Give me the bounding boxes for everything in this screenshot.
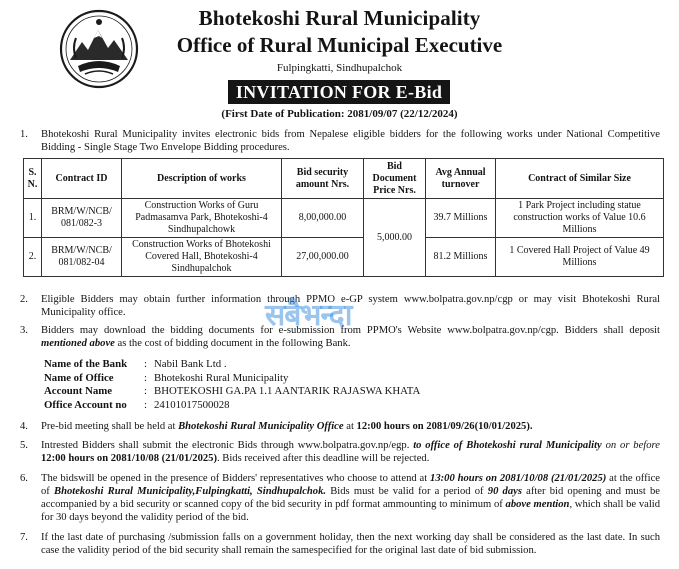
account-number-row: Office Account no : 24101017500028	[44, 398, 230, 411]
item-number: 3.	[20, 325, 28, 336]
office-name-value: Bhotekoshi Rural Municipality	[154, 371, 289, 384]
item-text: Bidders may download the bidding documents for e-submission from PPMO's Website www.bolpatra.gov.np/cgp. Bidders shall deposit mentioned above as the cost of bidding document in the following Bank.	[41, 325, 660, 349]
cell-sn: 2.	[24, 238, 42, 277]
account-name-row: Account Name : BHOTEKOSHI GA.PA 1.1 AANTARIK RAJASWA KHATA	[44, 385, 421, 398]
item-number: 5.	[20, 440, 28, 451]
notice-item-3	[20, 324, 660, 350]
office-address: Fulpingkatti, Sindhupalchok	[276, 62, 403, 74]
office-name-row: Name of Office : Bhotekoshi Rural Municipality	[44, 371, 289, 384]
municipality-title: Bhotekoshi Rural Municipality	[198, 6, 481, 30]
cell-similar-contract: 1 Park Project including statue construction works of Value 10.6 Millions	[496, 199, 664, 238]
table-row	[24, 238, 664, 277]
col-sn: S. N.	[24, 159, 42, 199]
item-number: 2.	[20, 294, 28, 305]
item-text: The bidswill be opened in the presence of Bidders' representatives who choose to attend at 13:00 hours on 2081/10/08 (21/01/2025) at the office of Bhotekoshi Rural Municipality,Fulpingkatti, Sindhupalchok. Bids must be valid for a period of 90 days after bid opening and must be accompanied by a bid security or scanned copy of the bid security in pdf format ammounting to minimum of above mention, which shall be valid for 30 days beyond the validity period of the bid.	[41, 473, 660, 523]
item-text: If the last date of purchasing /submission falls on a government holiday, then the next working day shall be considered as the last date. In such case the validity period of the bid security shall remain the samespecified for the original last date of bid submission.	[41, 532, 660, 556]
cell-contract-id: BRM/W/NCB/ 081/082-04	[42, 238, 122, 277]
item-number: 7.	[20, 532, 28, 543]
item-text: Bhotekoshi Rural Municipality invites electronic bids from Nepalese eligible bidders for the following works under National Competitive Bidding - Single Stage Two Envelope Bidding procedures.	[41, 129, 660, 153]
item-text: Intrested Bidders shall submit the electronic Bids through www.bolpatra.gov.np/egp. to office of Bhotekoshi rural Municipality on or before 12:00 hours on 2081/10/08 (21/01/2025). Bids received after this deadline will be rejected.	[41, 440, 660, 464]
col-doc-price: Bid Document Price Nrs.	[364, 159, 426, 199]
col-description: Description of works	[122, 159, 282, 199]
cell-doc-price: 5,000.00	[364, 199, 426, 277]
item-number: 6.	[20, 473, 28, 484]
notice-item-6	[20, 472, 660, 524]
notice-item-1	[20, 128, 660, 154]
item-text: Pre-bid meeting shall be held at Bhotekoshi Rural Municipality Office at 12:00 hours on 2081/09/26(10/01/2025).	[41, 421, 533, 432]
bank-details	[44, 358, 420, 412]
notice-header	[0, 0, 679, 106]
col-turnover: Avg Annual turnover	[426, 159, 496, 199]
item-number: 1.	[20, 129, 28, 140]
col-similar-contract: Contract of Similar Size	[496, 159, 664, 199]
notice-item-4	[20, 420, 660, 433]
cell-description: Construction Works of Bhotekoshi Covered Hall, Bhotekoshi-4 Sindhupalchok	[122, 238, 282, 277]
table-header-row	[24, 159, 664, 199]
bank-name-row: Name of the Bank : Nabil Bank Ltd .	[44, 358, 227, 370]
account-name-value: BHOTEKOSHI GA.PA 1.1 AANTARIK RAJASWA KHATA	[154, 385, 421, 398]
cell-bid-security: 27,00,000.00	[282, 238, 364, 277]
publication-date: (First Date of Publication: 2081/09/07 (22/12/2024)	[221, 108, 458, 120]
item-text: Eligible Bidders may obtain further information through PPMO e-GP system www.bolpatra.gov.np/cgp or may visit Bhotekoshi Rural Municipality office.	[41, 294, 660, 318]
office-title: Office of Rural Municipal Executive	[176, 33, 503, 57]
bank-name-value: Nabil Bank Ltd .	[154, 358, 227, 370]
cell-contract-id: BRM/W/NCB/ 081/082-3	[42, 199, 122, 238]
table-row	[24, 199, 664, 238]
notice-item-7	[20, 531, 660, 557]
cell-sn: 1.	[24, 199, 42, 238]
account-number-value: 24101017500028	[154, 398, 230, 411]
cell-turnover: 39.7 Millions	[426, 199, 496, 238]
invitation-banner: INVITATION FOR E-Bid	[228, 80, 450, 104]
col-bid-security: Bid security amount Nrs.	[282, 159, 364, 199]
notice-item-5	[20, 439, 660, 465]
watermark-logo: सबैभन्दा	[265, 298, 352, 333]
item-number: 4.	[20, 421, 28, 432]
cell-bid-security: 8,00,000.00	[282, 199, 364, 238]
cell-similar-contract: 1 Covered Hall Project of Value 49 Millions	[496, 238, 664, 277]
cell-description: Construction Works of Guru Padmasamva Park, Bhotekoshi-4 Sindhupalchowk	[122, 199, 282, 238]
works-table	[23, 158, 664, 277]
col-contract-id: Contract ID	[42, 159, 122, 199]
cell-turnover: 81.2 Millions	[426, 238, 496, 277]
